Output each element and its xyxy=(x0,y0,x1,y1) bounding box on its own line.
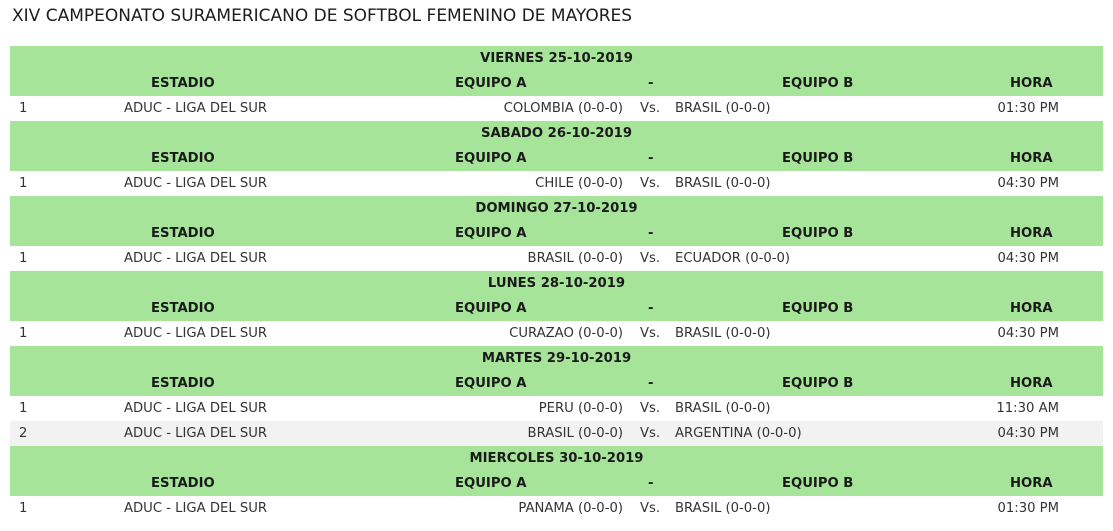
day-date-row xyxy=(10,46,1103,71)
header-hora: HORA xyxy=(1010,76,1053,91)
day-date: SABADO 26-10-2019 xyxy=(480,126,633,141)
match-team-a: PANAMA (0-0-0) xyxy=(518,501,623,516)
match-team-b: ECUADOR (0-0-0) xyxy=(675,251,791,266)
day-date: MIERCOLES 30-10-2019 xyxy=(469,451,644,466)
match-team-b: BRASIL (0-0-0) xyxy=(675,101,771,116)
match-row xyxy=(10,396,1103,421)
match-row xyxy=(10,171,1103,196)
match-team-a: CURAZAO (0-0-0) xyxy=(509,326,623,341)
match-team-a: BRASIL (0-0-0) xyxy=(527,251,623,266)
header-equipo-a: EQUIPO A xyxy=(455,76,527,91)
match-time: 01:30 PM xyxy=(997,101,1059,116)
match-vs: Vs. xyxy=(640,176,661,191)
match-vs: Vs. xyxy=(640,326,661,341)
header-estadio: ESTADIO xyxy=(151,376,215,391)
day-date-row xyxy=(10,271,1103,296)
header-separator: - xyxy=(648,376,654,391)
match-row xyxy=(10,321,1103,346)
match-stadium: ADUC - LIGA DEL SUR xyxy=(124,101,268,116)
match-team-b: BRASIL (0-0-0) xyxy=(675,326,771,341)
header-equipo-b: EQUIPO B xyxy=(782,151,854,166)
header-estadio: ESTADIO xyxy=(151,301,215,316)
match-row xyxy=(10,96,1103,121)
day-date: DOMINGO 27-10-2019 xyxy=(475,201,638,216)
match-time: 04:30 PM xyxy=(997,426,1059,441)
day-date: MARTES 29-10-2019 xyxy=(481,351,632,366)
match-time: 04:30 PM xyxy=(997,176,1059,191)
match-row xyxy=(10,421,1103,446)
match-row xyxy=(10,246,1103,271)
match-number: 1 xyxy=(19,326,28,341)
match-number: 1 xyxy=(19,251,28,266)
header-separator: - xyxy=(648,151,654,166)
day-date: VIERNES 25-10-2019 xyxy=(480,51,633,66)
header-separator: - xyxy=(648,301,654,316)
match-team-a: CHILE (0-0-0) xyxy=(535,176,623,191)
column-header-row xyxy=(10,296,1103,321)
header-equipo-a: EQUIPO A xyxy=(455,476,527,491)
match-stadium: ADUC - LIGA DEL SUR xyxy=(124,326,268,341)
match-time: 11:30 AM xyxy=(996,401,1059,416)
column-header-row xyxy=(10,471,1103,496)
column-header-row xyxy=(10,71,1103,96)
header-separator: - xyxy=(648,76,654,91)
match-time: 01:30 PM xyxy=(997,501,1059,516)
header-hora: HORA xyxy=(1010,376,1053,391)
header-estadio: ESTADIO xyxy=(151,76,215,91)
match-team-b: BRASIL (0-0-0) xyxy=(675,176,771,191)
header-hora: HORA xyxy=(1010,476,1053,491)
header-hora: HORA xyxy=(1010,301,1053,316)
header-equipo-b: EQUIPO B xyxy=(782,476,854,491)
header-separator: - xyxy=(648,476,654,491)
page-title: XIV CAMPEONATO SURAMERICANO DE SOFTBOL FEMENINO DE MAYORES xyxy=(12,6,633,26)
header-equipo-b: EQUIPO B xyxy=(782,376,854,391)
match-team-b: BRASIL (0-0-0) xyxy=(675,401,771,416)
header-equipo-a: EQUIPO A xyxy=(455,376,527,391)
match-team-a: COLOMBIA (0-0-0) xyxy=(503,101,623,116)
match-stadium: ADUC - LIGA DEL SUR xyxy=(124,426,268,441)
match-team-b: BRASIL (0-0-0) xyxy=(675,501,771,516)
header-equipo-b: EQUIPO B xyxy=(782,301,854,316)
match-team-b: ARGENTINA (0-0-0) xyxy=(675,426,802,441)
day-date: LUNES 28-10-2019 xyxy=(487,276,626,291)
header-equipo-a: EQUIPO A xyxy=(455,226,527,241)
match-time: 04:30 PM xyxy=(997,251,1059,266)
match-time: 04:30 PM xyxy=(997,326,1059,341)
match-vs: Vs. xyxy=(640,426,661,441)
day-date-row xyxy=(10,446,1103,471)
header-hora: HORA xyxy=(1010,151,1053,166)
match-number: 1 xyxy=(19,501,28,516)
header-equipo-a: EQUIPO A xyxy=(455,301,527,316)
match-number: 2 xyxy=(19,426,28,441)
match-stadium: ADUC - LIGA DEL SUR xyxy=(124,251,268,266)
header-estadio: ESTADIO xyxy=(151,476,215,491)
match-stadium: ADUC - LIGA DEL SUR xyxy=(124,401,268,416)
header-separator: - xyxy=(648,226,654,241)
match-vs: Vs. xyxy=(640,401,661,416)
match-team-a: PERU (0-0-0) xyxy=(538,401,623,416)
match-vs: Vs. xyxy=(640,501,661,516)
match-stadium: ADUC - LIGA DEL SUR xyxy=(124,176,268,191)
header-estadio: ESTADIO xyxy=(151,151,215,166)
column-header-row xyxy=(10,371,1103,396)
header-equipo-b: EQUIPO B xyxy=(782,226,854,241)
match-stadium: ADUC - LIGA DEL SUR xyxy=(124,501,268,516)
match-team-a: BRASIL (0-0-0) xyxy=(527,426,623,441)
day-date-row xyxy=(10,196,1103,221)
day-date-row xyxy=(10,121,1103,146)
match-vs: Vs. xyxy=(640,251,661,266)
column-header-row xyxy=(10,221,1103,246)
column-header-row xyxy=(10,146,1103,171)
match-number: 1 xyxy=(19,101,28,116)
header-equipo-a: EQUIPO A xyxy=(455,151,527,166)
header-estadio: ESTADIO xyxy=(151,226,215,241)
header-hora: HORA xyxy=(1010,226,1053,241)
match-vs: Vs. xyxy=(640,101,661,116)
schedule-table xyxy=(10,46,1103,521)
match-number: 1 xyxy=(19,176,28,191)
day-date-row xyxy=(10,346,1103,371)
header-equipo-b: EQUIPO B xyxy=(782,76,854,91)
match-number: 1 xyxy=(19,401,28,416)
match-row xyxy=(10,496,1103,521)
